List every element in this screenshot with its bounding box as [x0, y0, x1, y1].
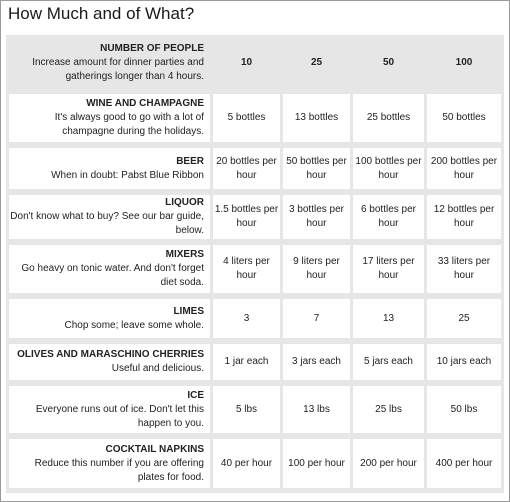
value-cell: 1 jar each [213, 344, 280, 380]
row-desc: Don't know what to buy? See our bar guide, below. [10, 211, 204, 236]
row-label-cell [9, 344, 210, 380]
value-cell: 13 bottles [283, 94, 350, 142]
row-label-cell [9, 299, 210, 338]
value-cell: 20 bottles per hour [213, 148, 280, 189]
table-row [6, 242, 504, 296]
value-cell: 3 jars each [283, 344, 350, 380]
row-desc: Chop some; leave some whole. [64, 319, 204, 331]
column-header: 10 [240, 57, 253, 68]
header-desc: Increase amount for dinner parties and gatherings longer than 4 hours. [32, 57, 204, 82]
row-desc: When in doubt: Pabst Blue Ribbon [51, 169, 204, 181]
table-row [6, 383, 504, 436]
value-cell: 13 [353, 299, 424, 338]
page-title: How Much and of What? [8, 4, 195, 23]
value-cell: 200 per hour [353, 439, 424, 488]
table-header-row [6, 35, 504, 91]
table-row [6, 341, 504, 383]
value-cell: 400 per hour [427, 439, 501, 488]
table-row [6, 436, 504, 491]
value-cell: 50 bottles per hour [283, 148, 350, 189]
value-cell: 3 [213, 299, 280, 338]
row-name: LIQUOR [165, 197, 204, 208]
column-header: 25 [310, 57, 323, 68]
value-cell: 10 jars each [427, 344, 501, 380]
value-cell: 200 bottles per hour [427, 148, 501, 189]
column-header: 50 [382, 57, 395, 68]
row-name: LIMES [173, 305, 204, 317]
row-label-cell [9, 148, 210, 189]
value-cell: 4 liters per hour [213, 245, 280, 293]
value-cell: 25 [427, 299, 501, 338]
value-cell: 9 liters per hour [283, 245, 350, 293]
row-name: BEER [176, 155, 204, 167]
value-cell: 100 per hour [283, 439, 350, 488]
header-label-cell [9, 38, 210, 88]
value-cell: 50 bottles [427, 94, 501, 142]
row-desc: Reduce this number if you are offering plates for food. [34, 457, 204, 483]
value-cell: 6 bottles per hour [353, 195, 424, 239]
table-row [6, 192, 504, 242]
value-cell: 5 jars each [353, 344, 424, 380]
row-label-cell [9, 195, 210, 239]
row-desc: Everyone runs out of ice. Don't let this happen to you. [35, 403, 204, 429]
value-cell: 33 liters per hour [427, 245, 501, 293]
party-quantity-table [6, 35, 504, 493]
row-desc: Useful and delicious. [111, 363, 204, 374]
header-name: NUMBER OF PEOPLE [100, 43, 204, 54]
value-cell: 13 lbs [283, 386, 350, 433]
row-label-cell [9, 245, 210, 293]
table-row [6, 145, 504, 192]
value-cell: 1.5 bottles per hour [213, 195, 280, 239]
value-cell: 5 bottles [213, 94, 280, 142]
row-label-cell [9, 94, 210, 142]
value-cell: 5 lbs [213, 386, 280, 433]
row-label-cell [9, 439, 210, 488]
value-cell: 40 per hour [213, 439, 280, 488]
row-desc: It's always good to go with a lot of champagne during the holidays. [54, 112, 204, 137]
row-desc: Go heavy on tonic water. And don't forget diet soda. [21, 263, 204, 288]
value-cell: 100 bottles per hour [353, 148, 424, 189]
value-cell: 12 bottles per hour [427, 195, 501, 239]
table-row [6, 91, 504, 145]
value-cell: 7 [283, 299, 350, 338]
value-cell: 50 lbs [427, 386, 501, 433]
table-row [6, 296, 504, 341]
value-cell: 25 bottles [353, 94, 424, 142]
row-name: ICE [187, 389, 204, 401]
row-label-cell [9, 386, 210, 433]
row-name: WINE AND CHAMPAGNE [86, 98, 204, 109]
column-header: 100 [455, 57, 473, 68]
row-name: COCKTAIL NAPKINS [105, 443, 204, 455]
value-cell: 17 liters per hour [353, 245, 424, 293]
value-cell: 3 bottles per hour [283, 195, 350, 239]
row-name: OLIVES AND MARASCHINO CHERRIES [17, 349, 204, 360]
value-cell: 25 lbs [353, 386, 424, 433]
row-name: MIXERS [165, 249, 204, 260]
